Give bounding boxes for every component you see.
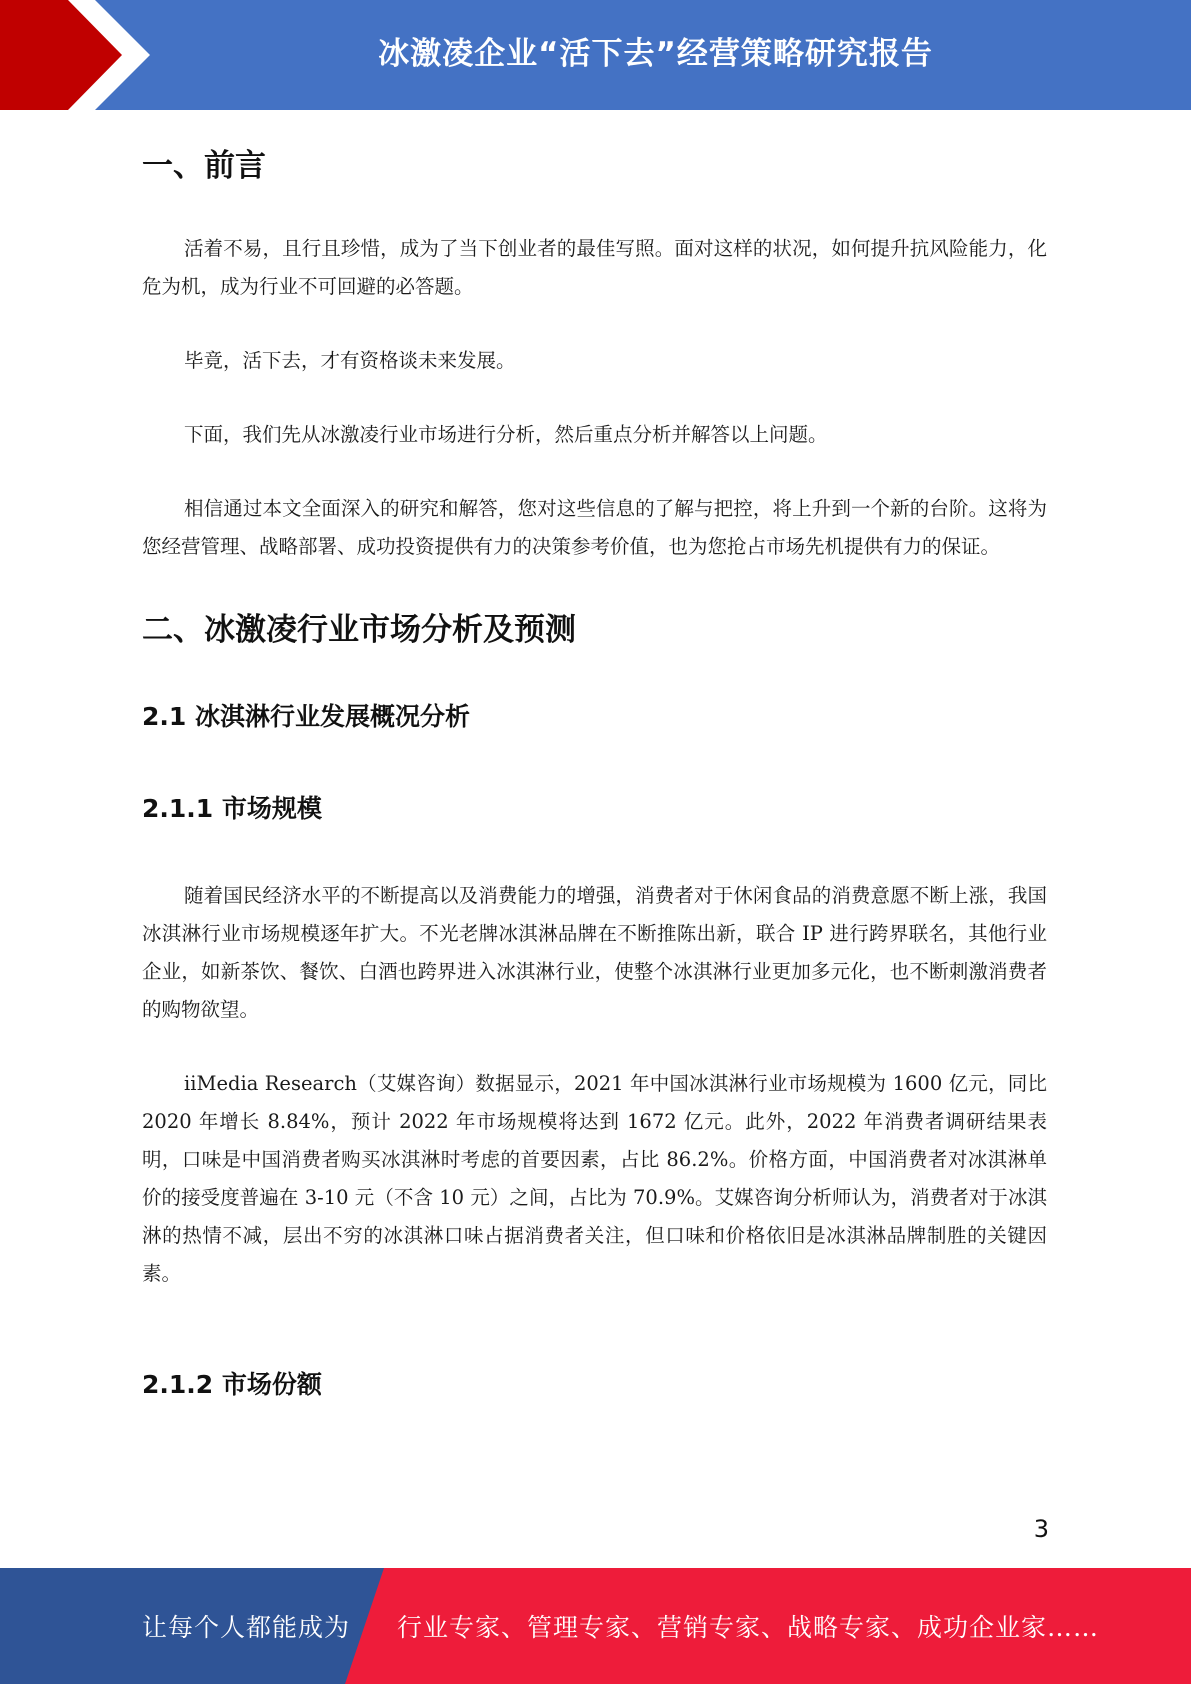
subsection-heading-market-share: 2.1.2 市场份额 bbox=[142, 1370, 322, 1399]
subsection-heading-market-size: 2.1.1 市场规模 bbox=[142, 794, 322, 823]
report-title: 冰激凌企业“活下去”经营策略研究报告 bbox=[378, 35, 933, 72]
paragraph: iiMedia Research（艾媒咨询）数据显示，2021 年中国冰淇淋行业市场规模为 1600 亿元，同比 2020 年增长 8.84%，预计 2022 年市场规模将达到 1672 亿元。此外，2022 年消费者调研结果表明，口味是中国消费者购买冰淇淋时考虑的首要因素，占比 86.2%。价格方面，中国消费者对冰淇淋单价的接受度普遍在 3-10 元（不含 10 元）之间，占比为 70.9%。艾媒咨询分析师认为，消费者对于冰淇淋的热情不减，层出不穷的冰淇淋口味占据消费者关注，但口味和价格依旧是冰淇淋品牌制胜的关键因素。 bbox=[142, 1072, 1047, 1285]
section-heading-market-analysis: 二、冰激凌行业市场分析及预测 bbox=[142, 612, 576, 648]
paragraph: 相信通过本文全面深入的研究和解答，您对这些信息的了解与把控，将上升到一个新的台阶。这将为您经营管理、战略部署、成功投资提供有力的决策参考价值，也为您抢占市场先机提供有力的保证。 bbox=[142, 497, 1047, 558]
document-body bbox=[142, 110, 1047, 1401]
page-footer bbox=[0, 1568, 1191, 1684]
paragraph: 活着不易，且行且珍惜，成为了当下创业者的最佳写照。面对这样的状况，如何提升抗风险能力，化危为机，成为行业不可回避的必答题。 bbox=[142, 237, 1047, 298]
footer-slogan-right: 行业专家、管理专家、营销专家、战略专家、成功企业家…… bbox=[397, 1613, 1100, 1642]
page-header bbox=[0, 0, 1191, 110]
page-number: 3 bbox=[1033, 1515, 1049, 1543]
section-heading-preface: 一、前言 bbox=[142, 148, 266, 184]
footer-slogan-left: 让每个人都能成为 bbox=[142, 1613, 351, 1642]
paragraph: 下面，我们先从冰激凌行业市场进行分析，然后重点分析并解答以上问题。 bbox=[184, 423, 828, 446]
paragraph: 毕竟，活下去，才有资格谈未来发展。 bbox=[184, 349, 516, 372]
paragraph: 随着国民经济水平的不断提高以及消费能力的增强，消费者对于休闲食品的消费意愿不断上涨，我国冰淇淋行业市场规模逐年扩大。不光老牌冰淇淋品牌在不断推陈出新，联合 IP 进行跨界联名，其他行业企业，如新茶饮、餐饮、白酒也跨界进入冰淇淋行业，使整个冰淇淋行业更加多元化，也不断刺激消费者的购物欲望。 bbox=[142, 884, 1047, 1021]
header-red-arrow-graphic bbox=[0, 0, 160, 110]
subsection-heading-overview: 2.1 冰淇淋行业发展概况分析 bbox=[142, 702, 470, 731]
